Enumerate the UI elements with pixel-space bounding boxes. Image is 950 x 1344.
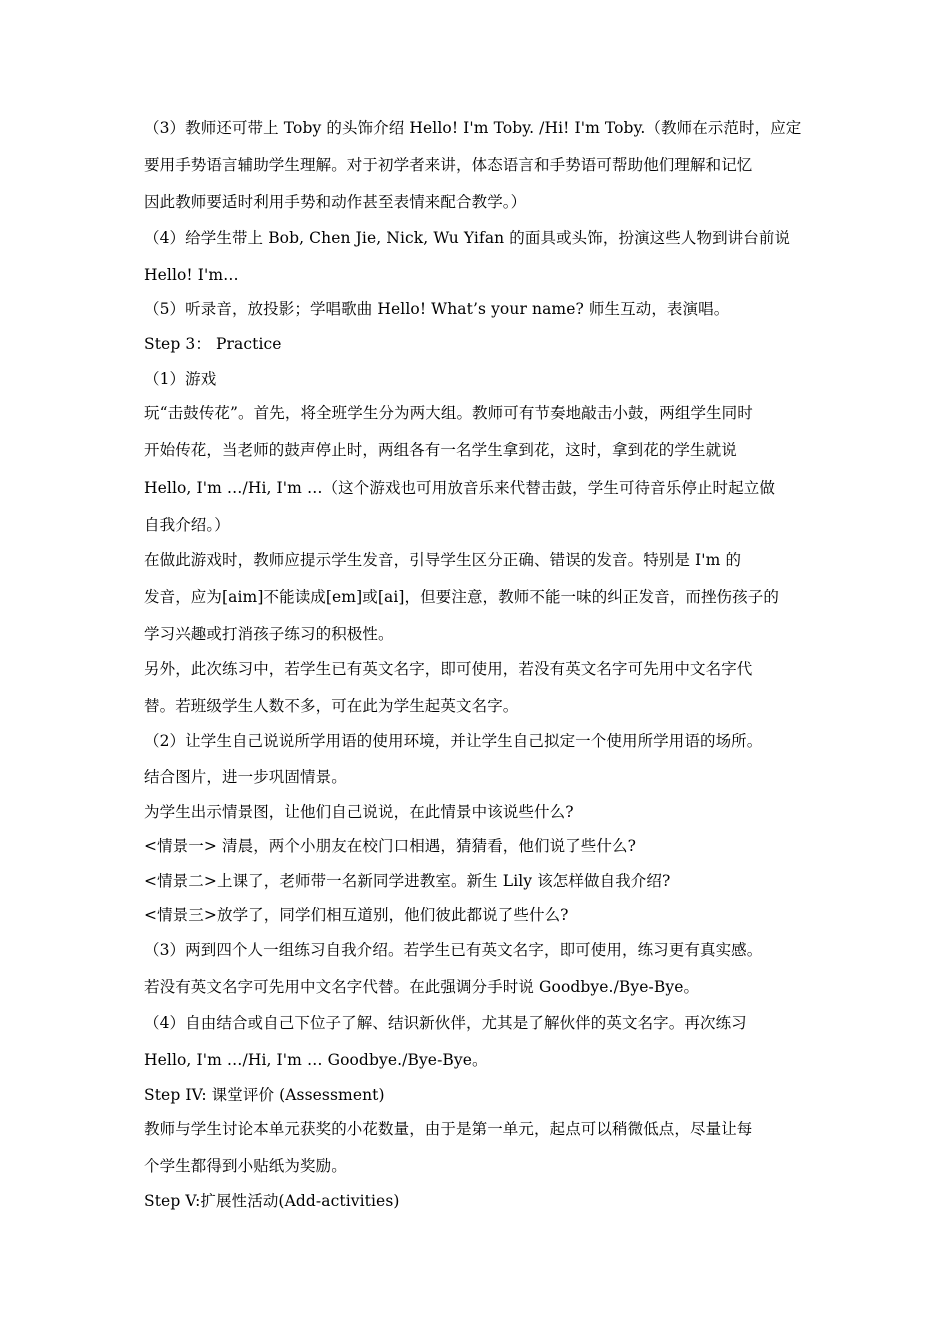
text-line: 若没有英文名字可先用中文名字代替。在此强调分手时说 Goodbye./Bye-Bye。	[144, 978, 700, 996]
text-line: 在做此游戏时，教师应提示学生发音，引导学生区分正确、错误的发音。特别是 I'm 的	[144, 551, 742, 569]
text-line: Hello, I'm …/Hi, I'm …（这个游戏也可用放音乐来代替击鼓，学生可待音乐停止时起立做	[144, 479, 775, 497]
text-line: Step 3： Practice	[144, 335, 282, 353]
text-line: （3）教师还可带上 Toby 的头饰介绍 Hello! I'm Toby. /Hi! I'm Toby.（教师在示范时，应定	[144, 119, 802, 137]
text-line: 要用手势语言辅助学生理解。对于初学者来讲，体态语言和手势语可帮助他们理解和记忆	[144, 156, 753, 174]
text-line: （5）听录音，放投影；学唱歌曲 Hello! What’s your name? 师生互动，表演唱。	[144, 300, 730, 318]
text-line: 为学生出示情景图，让他们自己说说，在此情景中该说些什么?	[144, 803, 574, 821]
text-line: 结合图片，进一步巩固情景。	[144, 768, 347, 786]
text-line: 自我介绍。）	[144, 516, 230, 534]
text-line: 个学生都得到小贴纸为奖励。	[144, 1157, 347, 1175]
text-line: Step V:扩展性活动(Add-activities)	[144, 1192, 400, 1210]
text-line: Hello, I'm …/Hi, I'm … Goodbye./Bye-Bye。	[144, 1051, 488, 1069]
text-line: 替。若班级学生人数不多，可在此为学生起英文名字。	[144, 697, 519, 715]
text-line: 开始传花，当老师的鼓声停止时，两组各有一名学生拿到花，这时，拿到花的学生就说	[144, 441, 737, 459]
text-line: 学习兴趣或打消孩子练习的积极性。	[144, 625, 394, 643]
text-line: 教师与学生讨论本单元获奖的小花数量，由于是第一单元，起点可以稍微低点，尽量让每	[144, 1120, 753, 1138]
text-line: <情景二>上课了，老师带一名新同学进教室。新生 Lily 该怎样做自我介绍?	[144, 872, 671, 890]
text-line: <情景三>放学了，同学们相互道别，他们彼此都说了些什么?	[144, 906, 569, 924]
text-line: （1）游戏	[144, 370, 217, 388]
text-line: 玩“击鼓传花”。首先，将全班学生分为两大组。教师可有节奏地敲击小鼓，两组学生同时	[144, 404, 753, 422]
text-line: （2）让学生自己说说所学用语的使用环境，并让学生自己拟定一个使用所学用语的场所。	[144, 732, 763, 750]
text-line: Hello! I'm…	[144, 266, 239, 284]
text-line: （4）给学生带上 Bob, Chen Jie, Nick, Wu Yifan 的面具或头饰，扮演这些人物到讲台前说	[144, 229, 791, 247]
text-line: <情景一> 清晨，两个小朋友在校门口相遇，猜猜看，他们说了些什么?	[144, 837, 637, 855]
text-line: （3）两到四个人一组练习自我介绍。若学生已有英文名字，即可使用，练习更有真实感。	[144, 941, 763, 959]
text-line: （4）自由结合或自己下位子了解、结识新伙伴，尤其是了解伙伴的英文名字。再次练习	[144, 1014, 747, 1032]
text-line: 因此教师要适时利用手势和动作甚至表情来配合教学。）	[144, 193, 527, 211]
text-line: 发音，应为[aim]不能读成[em]或[ai]，但要注意，教师不能一味的纠正发音，而挫伤孩子的	[144, 588, 779, 606]
text-line: 另外，此次练习中，若学生已有英文名字，即可使用，若没有英文名字可先用中文名字代	[144, 660, 753, 678]
text-line: Step IV: 课堂评价 (Assessment)	[144, 1086, 385, 1104]
